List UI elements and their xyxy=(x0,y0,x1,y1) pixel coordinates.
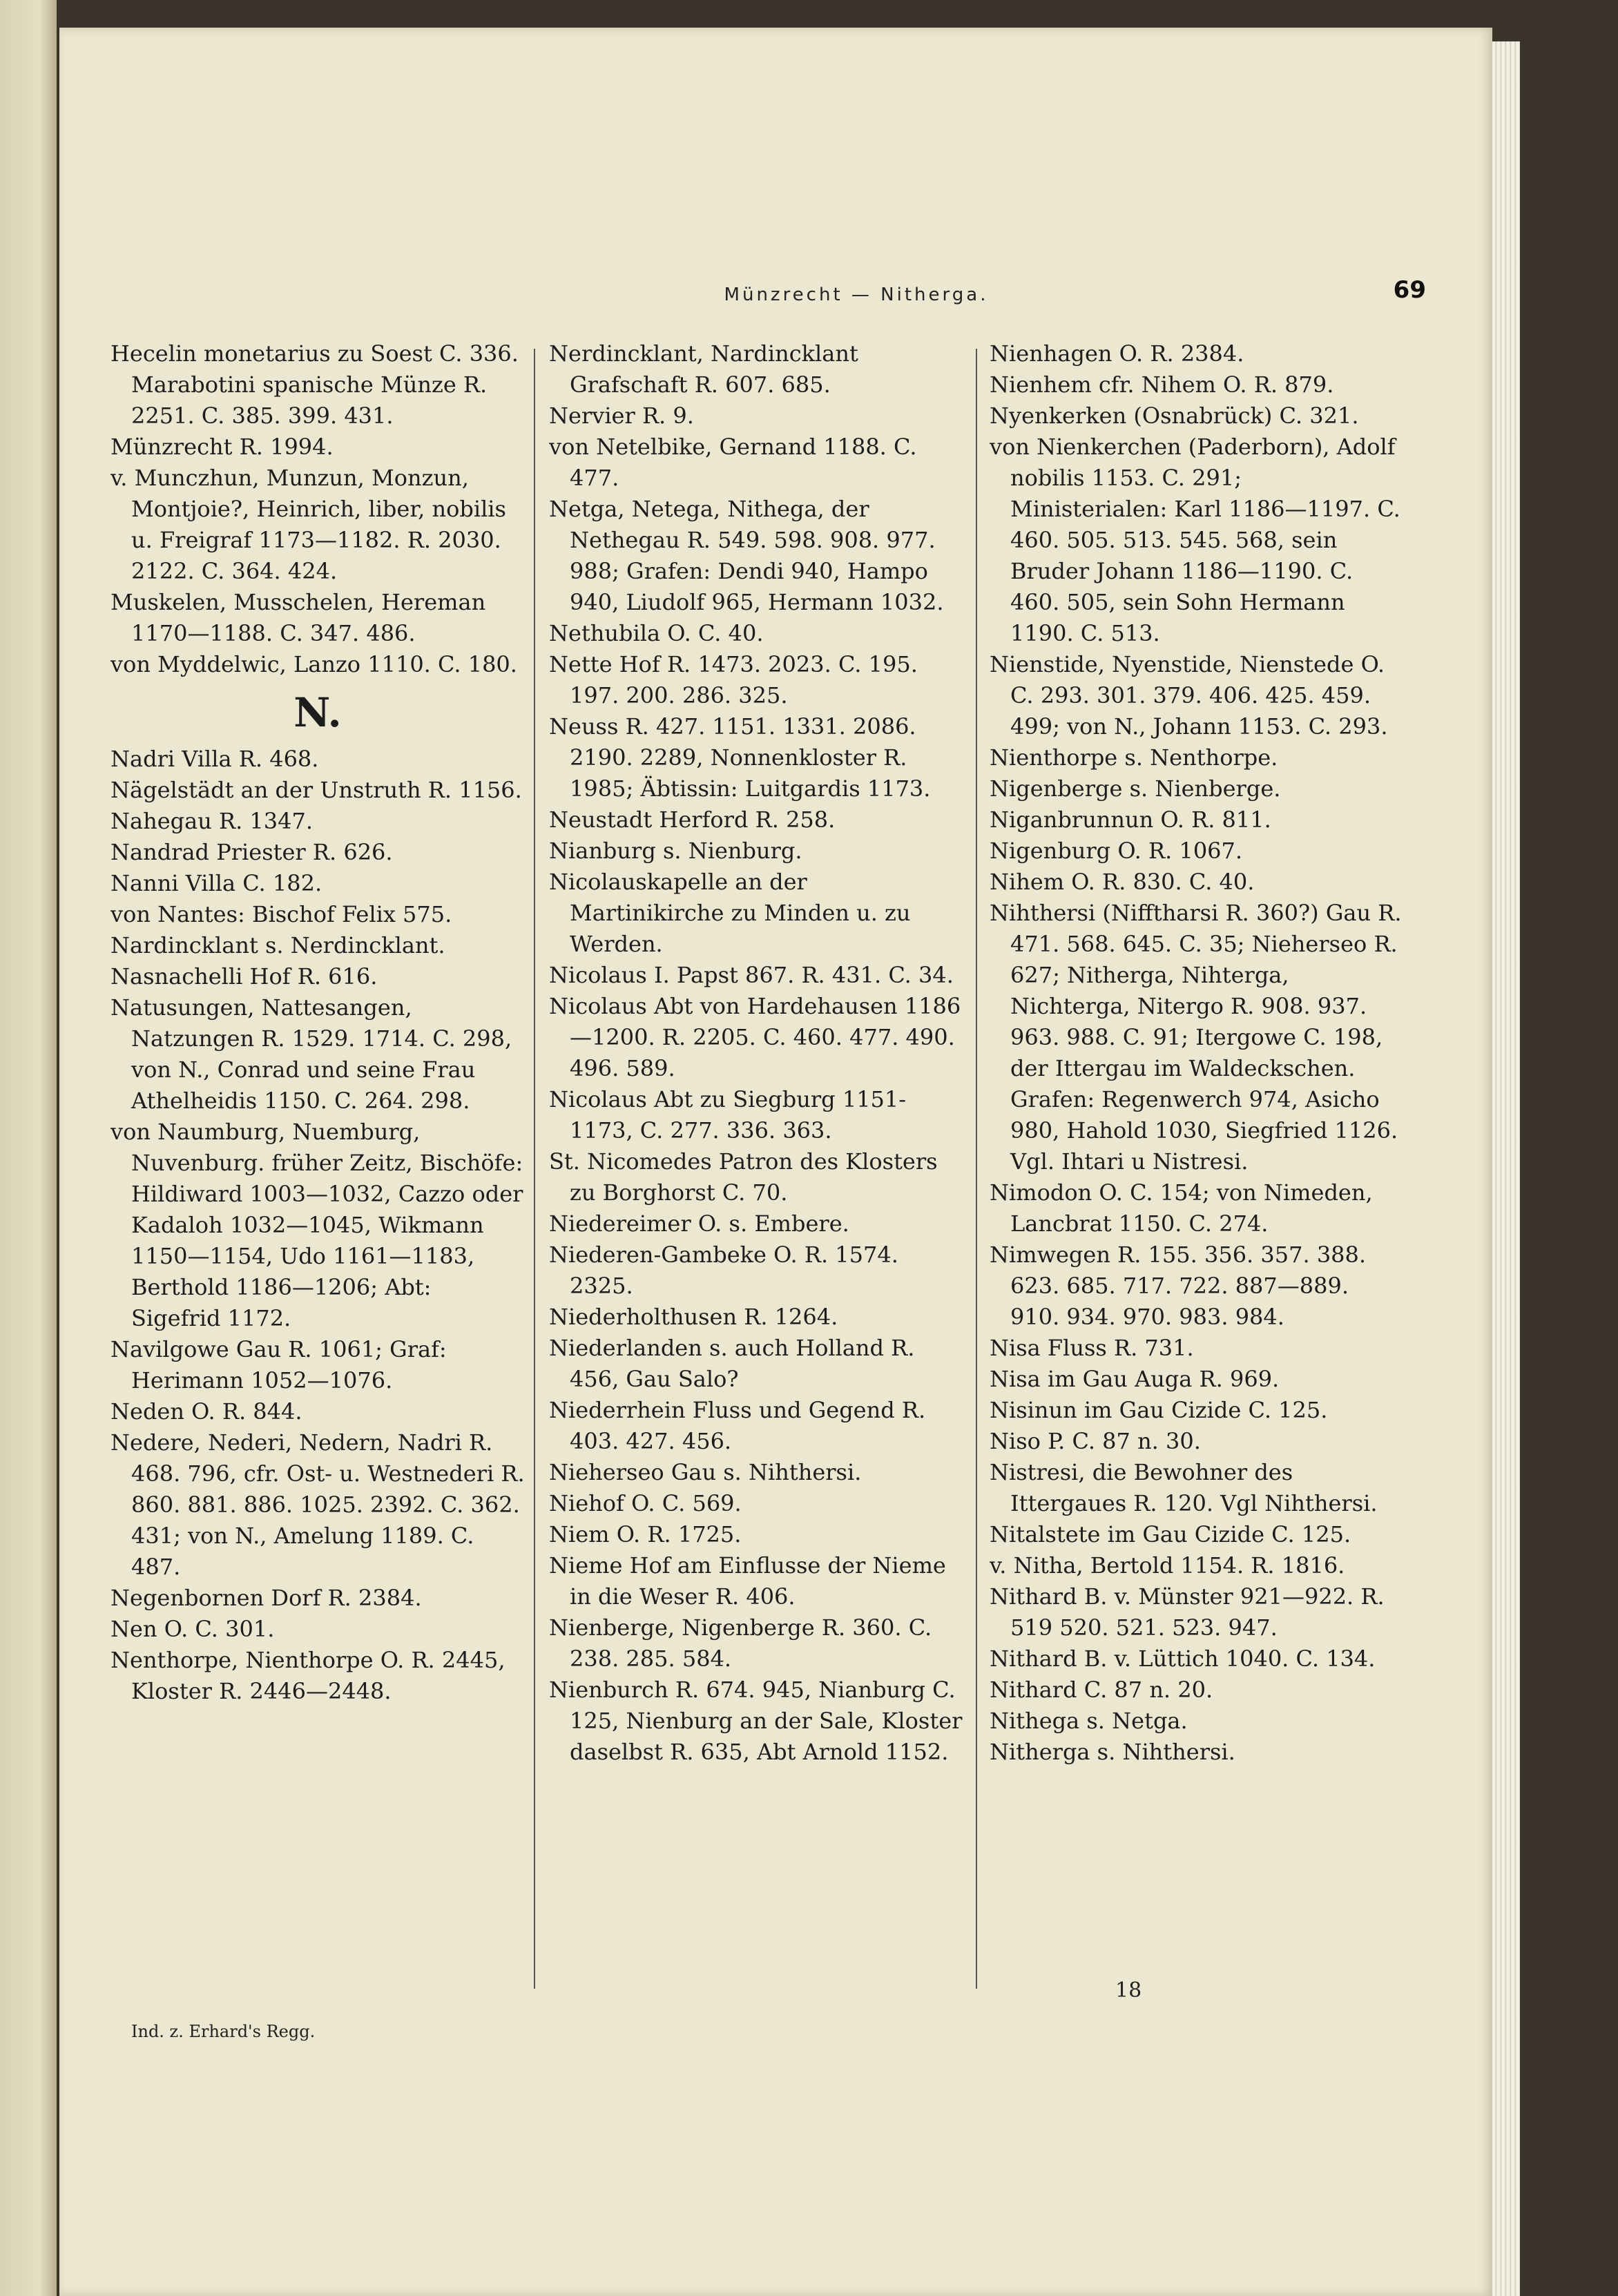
index-entry: Nasnachelli Hof R. 616. xyxy=(110,963,378,990)
index-entry: Netga, Netega, Nithega, der Nethegau R. 549. 598. 908. 977. 988; Grafen: Dendi 940, Hampo 940, Liudolf 965, Hermann 1032. xyxy=(549,496,944,615)
index-entry: Nistresi, die Bewohner des Ittergaues R. 120. Vgl Nihthersi. xyxy=(990,1459,1378,1516)
index-entry: Nimwegen R. 155. 356. 357. 388. 623. 685. 717. 722. 887—889. 910. 934. 970. 983. 984. xyxy=(990,1242,1367,1330)
index-column-3 xyxy=(990,338,1404,2037)
index-entry: Nienberge, Nigenberge R. 360. C. 238. 285. 584. xyxy=(549,1614,932,1672)
index-entry: Nithega s. Netga. xyxy=(990,1708,1188,1734)
index-entry: Nihthersi (Nifftharsi R. 360?) Gau R. 471. 568. 645. C. 35; Nieherseo R. 627; Nitherga, Nihterga, Nichterga, Nitergo R. 908. 937. 963. 988. C. 91; Itergowe C. 198, der Ittergau im Waldeckschen. Grafen: Regenwerch 974, Asicho 980, Hahold 1030, Siegfried 1126. Vgl. Ihtari u Nistresi. xyxy=(990,900,1402,1175)
index-entry: Niedereimer O. s. Embere. xyxy=(549,1210,849,1237)
footer-note: Ind. z. Erhard's Regg. xyxy=(131,2022,316,2041)
index-entry: von Nienkerchen (Paderborn), Adolf nobilis 1153. C. 291; Ministerialen: Karl 1186—1197. C. 460. 505. 513. 545. 568, sein Bruder Johann 1186—1190. C. 460. 505, sein Sohn Hermann 1190. C. 513. xyxy=(990,434,1400,646)
index-entry: Nenthorpe, Nienthorpe O. R. 2445, Kloster R. 2446—2448. xyxy=(110,1647,505,1704)
index-entry: Nette Hof R. 1473. 2023. C. 195. 197. 200. 286. 325. xyxy=(549,651,918,708)
index-entry: Natusungen, Nattesangen, Natzungen R. 1529. 1714. C. 298, von N., Conrad und seine Frau Athelheidis 1150. C. 264. 298. xyxy=(110,994,512,1114)
index-entry: Nadri Villa R. 468. xyxy=(110,746,319,772)
index-entry: Nardincklant s. Nerdincklant. xyxy=(110,932,445,958)
index-entry: Nienthorpe s. Nenthorpe. xyxy=(990,744,1278,771)
index-entry: von Nantes: Bischof Felix 575. xyxy=(110,901,452,927)
index-entry: Nigenberge s. Nienberge. xyxy=(990,775,1281,802)
index-entry: Nitherga s. Nihthersi. xyxy=(990,1739,1235,1765)
index-entry: Nigenburg O. R. 1067. xyxy=(990,838,1243,864)
index-entry: Nen O. C. 301. xyxy=(110,1616,275,1642)
index-entry: Nyenkerken (Osnabrück) C. 321. xyxy=(990,403,1359,429)
index-entry: Niederlanden s. auch Holland R. 456, Gau Salo? xyxy=(549,1335,915,1392)
index-entry: Niganbrunnun O. R. 811. xyxy=(990,807,1271,833)
index-entry: Nithard C. 87 n. 20. xyxy=(990,1677,1213,1703)
index-entry: von Naumburg, Nuemburg, Nuvenburg. früher Zeitz, Bischöfe: Hildiward 1003—1032, Cazzo oder Kadaloh 1032—1045, Wikmann 1150—1154, Udo 1161—1183, Berthold 1186—1206; Abt: Sigefrid 1172. xyxy=(110,1119,523,1331)
index-column-2 xyxy=(549,338,963,2037)
index-entry: Nieme Hof am Einflusse der Nieme in die Weser R. 406. xyxy=(549,1552,946,1610)
index-entry: Nihem O. R. 830. C. 40. xyxy=(990,869,1255,895)
index-entry: Nimodon O. C. 154; von Nimeden, Lancbrat 1150. C. 274. xyxy=(990,1179,1373,1237)
index-entry: Neuss R. 427. 1151. 1331. 2086. 2190. 2289, Nonnenkloster R. 1985; Äbtissin: Luitgardis 1173. xyxy=(549,713,931,802)
index-entry: Münzrecht R. 1994. xyxy=(110,434,334,460)
index-entry: Niso P. C. 87 n. 30. xyxy=(990,1428,1201,1454)
running-title: Münzrecht — Nitherga. xyxy=(724,284,989,305)
index-entry: Negenbornen Dorf R. 2384. xyxy=(110,1585,422,1611)
index-column-1 xyxy=(110,338,525,2037)
index-entry: Nianburg s. Nienburg. xyxy=(549,838,802,864)
section-letter-heading: N. xyxy=(293,689,342,736)
index-entry: v. Nitha, Bertold 1154. R. 1816. xyxy=(990,1552,1345,1579)
index-entry: Muskelen, Musschelen, Hereman 1170—1188. C. 347. 486. xyxy=(110,589,486,646)
page-stack-edges xyxy=(1492,41,1520,2296)
index-entry: St. Nicomedes Patron des Klosters zu Borghorst C. 70. xyxy=(549,1148,938,1206)
index-entry: Nisa Fluss R. 731. xyxy=(990,1335,1194,1361)
index-entry: Nahegau R. 1347. xyxy=(110,808,314,834)
index-entry: Nitalstete im Gau Cizide C. 125. xyxy=(990,1521,1351,1547)
index-entry: Navilgowe Gau R. 1061; Graf: Herimann 1052—1076. xyxy=(110,1336,447,1393)
index-entry: von Netelbike, Gernand 1188. C. 477. xyxy=(549,434,917,491)
index-entry: Neden O. R. 844. xyxy=(110,1398,302,1425)
index-entry: Niehof O. C. 569. xyxy=(549,1490,742,1516)
signature-mark: 18 xyxy=(1115,1978,1142,2003)
index-entry: Nicolaus Abt zu Siegburg 1151-1173, C. 277. 336. 363. xyxy=(549,1086,907,1144)
index-entry: Nithard B. v. Münster 921—922. R. 519 520. 521. 523. 947. xyxy=(990,1583,1385,1641)
index-entry: Niederholthusen R. 1264. xyxy=(549,1304,838,1330)
index-entry: Niederrhein Fluss und Gegend R. 403. 427. 456. xyxy=(549,1397,926,1454)
index-entry: Nerdincklant, Nardincklant Grafschaft R. 607. 685. xyxy=(549,340,858,398)
index-entry: Nervier R. 9. xyxy=(549,403,694,429)
previous-page-margin-marks xyxy=(0,0,57,2296)
index-entry: Nienburch R. 674. 945, Nianburg C. 125, Nienburg an der Sale, Kloster daselbst R. 635, Abt Arnold 1152. xyxy=(549,1677,963,1765)
index-entry: Nieherseo Gau s. Nihthersi. xyxy=(549,1459,862,1485)
index-entry: Nienstide, Nyenstide, Nienstede O. C. 293. 301. 379. 406. 425. 459. 499; von N., Johann 1153. C. 293. xyxy=(990,651,1388,740)
index-entry: Nicolauskapelle an der Martinikirche zu Minden u. zu Werden. xyxy=(549,869,911,957)
index-entry: Niederen-Gambeke O. R. 1574. 2325. xyxy=(549,1242,898,1299)
index-entry: Nienhem cfr. Nihem O. R. 879. xyxy=(990,372,1334,398)
index-entry: Nisinun im Gau Cizide C. 125. xyxy=(990,1397,1328,1423)
index-entry: Neustadt Herford R. 258. xyxy=(549,807,836,833)
index-entry: Niem O. R. 1725. xyxy=(549,1521,742,1547)
index-entry: v. Munczhun, Munzun, Monzun, Montjoie?, Heinrich, liber, nobilis u. Freigraf 1173—1182. R. 2030. 2122. C. 364. 424. xyxy=(110,465,506,584)
index-entry: Nisa im Gau Auga R. 969. xyxy=(990,1366,1280,1392)
index-entry: von Myddelwic, Lanzo 1110. C. 180. xyxy=(110,651,517,677)
page-number: 69 xyxy=(1393,276,1426,304)
index-entry: Nicolaus I. Papst 867. R. 431. C. 34. xyxy=(549,962,954,988)
index-entry: Nienhagen O. R. 2384. xyxy=(990,340,1244,367)
index-entry: Nicolaus Abt von Hardehausen 1186—1200. R. 2205. C. 460. 477. 490. 496. 589. xyxy=(549,993,961,1081)
index-entry: Nithard B. v. Lüttich 1040. C. 134. xyxy=(990,1646,1376,1672)
index-entry: Nägelstädt an der Unstruth R. 1156. xyxy=(110,777,522,803)
column-divider xyxy=(534,349,535,1989)
index-entry: Nethubila O. C. 40. xyxy=(549,620,764,646)
index-entry: Nanni Villa C. 182. xyxy=(110,870,322,896)
index-entry: Nedere, Nederi, Nedern, Nadri R. 468. 796, cfr. Ost- u. Westnederi R. 860. 881. 886. 1025. 2392. C. 362. 431; von N., Amelung 1189. C. 487. xyxy=(110,1429,525,1580)
column-divider xyxy=(976,349,977,1989)
index-entry: Hecelin monetarius zu Soest C. 336. Marabotini spanische Münze R. 2251. C. 385. 399. 431. xyxy=(110,340,519,429)
index-entry: Nandrad Priester R. 626. xyxy=(110,839,393,865)
